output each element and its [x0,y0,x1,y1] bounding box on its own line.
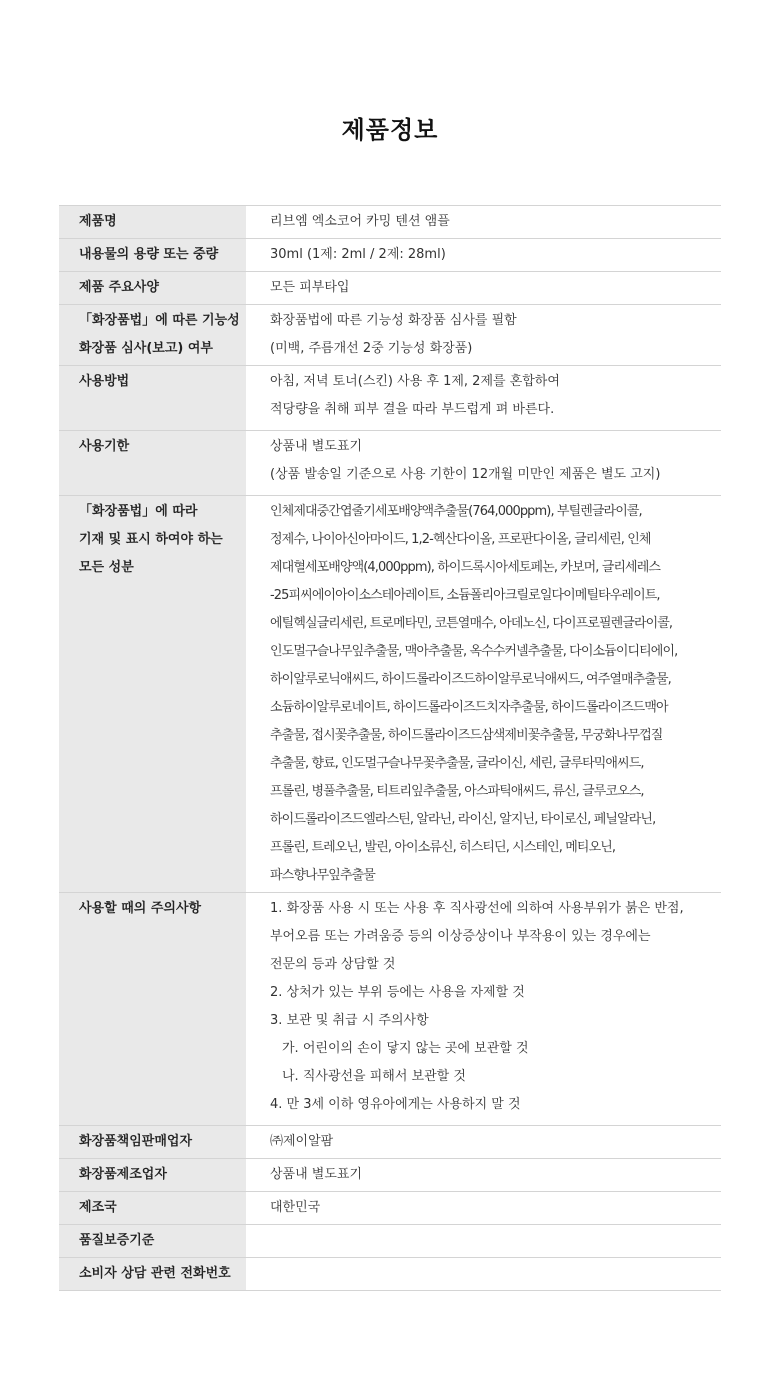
expiry-value-line: (상품 발송일 기준으로 사용 기한이 12개월 미만인 제품은 별도 고지) [270,467,661,482]
manufacturer-value: 상품내 별도표기 [270,1167,363,1182]
caution-line: 나. 직사광선을 피해서 보관할 것 [282,1069,466,1084]
product-name-value: 리브엠 엑소코어 카밍 텐션 앰플 [270,214,450,229]
functional-label-line: 화장품 심사(보고) 여부 [79,341,213,356]
functional-label-line: 「화장품법」에 따른 기능성 [79,313,240,328]
ingredient-line: 하이드롤라이즈드엘라스틴, 알라닌, 라이신, 알지닌, 타이로신, 페닐알라닌, [270,812,656,827]
row-expiry [59,431,721,496]
product-name-label: 제품명 [59,206,246,239]
volume-label: 내용물의 용량 또는 중량 [59,239,246,272]
caution-line: 1. 화장품 사용 시 또는 사용 후 직사광선에 의하여 사용부위가 붉은 반점, [270,901,684,916]
functional-value-line: (미백, 주름개선 2중 기능성 화장품) [270,341,473,356]
row-caution [59,893,721,1126]
row-seller [59,1126,721,1159]
row-quality [59,1225,721,1258]
row-volume [59,239,721,272]
row-usage [59,366,721,431]
row-manufacturer [59,1159,721,1192]
ingredient-line: 하이알루로닉애씨드, 하이드롤라이즈드하이알루로닉애씨드, 여주열매추출물, [270,672,671,687]
ingredient-line: 파스향나무잎추출물 [270,868,375,883]
ingredient-line: -25피씨에이아이소스테아레이트, 소듐폴리아크릴로일다이메틸타우레이트, [270,588,660,603]
caution-line: 2. 상처가 있는 부위 등에는 사용을 자제할 것 [270,985,525,1000]
usage-value-line: 적당량을 취해 피부 결을 따라 부드럽게 펴 바른다. [270,402,555,417]
specs-label: 제품 주요사양 [59,272,246,305]
usage-value-line: 아침, 저녁 토너(스킨) 사용 후 1제, 2제를 혼합하여 [270,374,560,389]
expiry-value [246,431,721,496]
row-ingredients [59,496,721,893]
row-consumer [59,1258,721,1291]
ingredient-line: 인도멀구슬나무잎추출물, 맥아추출물, 옥수수커넬추출물, 다이소듐이디티에이, [270,644,678,659]
ingredients-value [246,496,721,893]
ingredient-line: 프롤린, 트레오닌, 발린, 아이소류신, 히스티딘, 시스테인, 메티오닌, [270,840,616,855]
volume-value: 30ml (1제: 2ml / 2제: 28ml) [270,247,446,262]
functional-value-line: 화장품법에 따른 기능성 화장품 심사를 필함 [270,313,517,328]
ingredient-line: 소듐하이알루로네이트, 하이드롤라이즈드치자추출물, 하이드롤라이즈드맥아 [270,700,668,715]
row-country [59,1192,721,1225]
seller-value: ㈜제이알팜 [270,1134,334,1149]
consumer-value [246,1258,721,1291]
ingredients-label-line: 기재 및 표시 하여야 하는 [79,532,223,547]
product-info-table [59,205,721,1291]
country-label: 제조국 [59,1192,246,1225]
manufacturer-label: 화장품제조업자 [59,1159,246,1192]
usage-value [246,366,721,431]
consumer-label: 소비자 상담 관련 전화번호 [59,1258,246,1291]
ingredient-line: 에틸헥실글리세린, 트로메타민, 코튼열매수, 아데노신, 다이프로필렌글라이콜, [270,616,673,631]
seller-label: 화장품책임판매업자 [59,1126,246,1159]
quality-value [246,1225,721,1258]
ingredient-line: 프롤린, 병풀추출물, 티트리잎추출물, 아스파틱애씨드, 류신, 글루코오스, [270,784,644,799]
caution-line: 3. 보관 및 취급 시 주의사항 [270,1013,429,1028]
functional-value [246,305,721,366]
caution-line: 가. 어린이의 손이 닿지 않는 곳에 보관할 것 [282,1041,529,1056]
ingredient-line: 추출물, 향료, 인도멀구슬나무꽃추출물, 글라이신, 세린, 글루타믹애씨드, [270,756,644,771]
quality-label: 품질보증기준 [59,1225,246,1258]
row-specs [59,272,721,305]
ingredients-label-line: 모든 성분 [79,560,134,575]
ingredient-line: 정제수, 나이아신아마이드, 1,2-헥산다이올, 프로판다이올, 글리세린, 인체 [270,532,651,547]
usage-label: 사용방법 [59,366,246,431]
ingredients-label [59,496,246,893]
caution-line: 부어오름 또는 가려움증 등의 이상증상이나 부작용이 있는 경우에는 [270,929,651,944]
expiry-value-line: 상품내 별도표기 [270,439,363,454]
functional-label [59,305,246,366]
row-product-name [59,206,721,239]
ingredient-line: 추출물, 접시꽃추출물, 하이드롤라이즈드삼색제비꽃추출물, 무궁화나무껍질 [270,728,663,743]
specs-value: 모든 피부타입 [270,280,350,295]
caution-line: 4. 만 3세 이하 영유아에게는 사용하지 말 것 [270,1097,521,1112]
expiry-label: 사용기한 [59,431,246,496]
caution-value [246,893,721,1126]
ingredients-label-line: 「화장품법」에 따라 [79,504,198,519]
caution-line: 전문의 등과 상담할 것 [270,957,396,972]
page-title: 제품정보 [341,116,439,144]
ingredient-line: 인체제대중간엽줄기세포배양액추출물(764,000ppm), 부틸렌글라이콜, [270,504,642,519]
row-functional [59,305,721,366]
caution-label: 사용할 때의 주의사항 [59,893,246,1126]
country-value: 대한민국 [270,1200,321,1215]
ingredient-line: 제대혈세포배양액(4,000ppm), 하이드록시아세토페논, 카보머, 글리세레스 [270,560,661,575]
